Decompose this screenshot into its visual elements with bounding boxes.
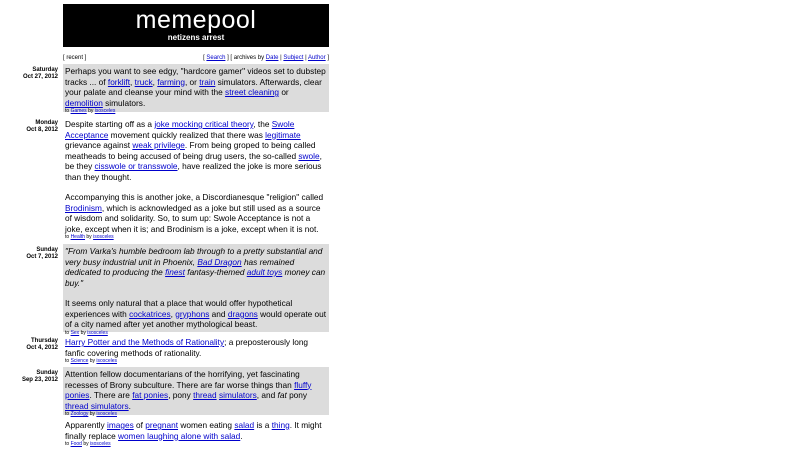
byline-text: to (65, 234, 70, 240)
post-link[interactable]: legitimate (265, 129, 301, 140)
post-link[interactable]: fluffy ponies (65, 379, 312, 400)
post-link[interactable]: thread (193, 390, 217, 400)
post-link[interactable]: gryphons (175, 308, 210, 319)
post-byline (65, 441, 327, 448)
text: would operate out of a city named after yet another mythological beast. (65, 308, 327, 329)
post-body (63, 367, 329, 415)
text: pony (286, 390, 308, 400)
post-link[interactable]: Brodinism (65, 202, 102, 213)
text: of (133, 420, 146, 430)
text: Apparently (65, 420, 107, 430)
post-link[interactable]: women laughing alone with salad (118, 430, 241, 441)
text: simulators. Afterwards, clear your palate and cleanse your mind with the (65, 76, 322, 97)
post-link[interactable]: demolition (65, 97, 103, 108)
text: . It might finally replace (65, 420, 322, 441)
author-link[interactable]: isosceles (94, 108, 116, 114)
post-link[interactable]: train (199, 76, 216, 87)
post-link[interactable]: adult toys (246, 267, 283, 277)
text: . From being groped to being called meatheads to being accused of being drug users, the so-called (65, 140, 316, 161)
post-quote (65, 246, 327, 288)
author-link[interactable]: isosceles (96, 411, 117, 417)
post-date-value: Oct 8, 2012 (26, 127, 58, 133)
text: , be they (65, 150, 322, 171)
byline-text: by (86, 234, 92, 240)
archive-date-link[interactable]: Date (265, 55, 279, 61)
text: , (152, 76, 158, 87)
text: Despite starting off as a (65, 119, 155, 129)
text: It seems only natural that a place that would offer hypothetical experiences with (65, 298, 293, 319)
text: "From Varka's humble bedroom lab through to a pretty substantial and very busy industrial unit in Phoenix, (65, 246, 323, 267)
post-day: Thursday (30, 338, 58, 344)
text: simulators. (102, 97, 146, 108)
subject-link[interactable]: Health (70, 234, 86, 240)
post-day: Sunday (36, 247, 58, 253)
author-link[interactable]: isosceles (90, 441, 111, 447)
post-day: Sunday (36, 370, 58, 376)
text: fantasy-themed (184, 267, 247, 277)
post-link[interactable]: Swole Acceptance (65, 119, 295, 140)
bracket: [ (203, 55, 205, 61)
post-link[interactable]: street cleaning (225, 87, 280, 97)
recent-link[interactable]: [ recent ] (63, 55, 87, 61)
archive-subject-link[interactable]: Subject (283, 55, 304, 61)
post-date (0, 247, 58, 261)
post-date (0, 120, 58, 134)
text: , (130, 76, 135, 87)
post-link[interactable]: finest (165, 267, 185, 277)
nav-bar (63, 53, 329, 63)
bracket: ] (327, 55, 329, 61)
emphasis: fat (277, 390, 287, 400)
author-link[interactable]: isosceles (93, 234, 114, 240)
text: , or (184, 76, 200, 87)
text: ; a preposterously long fanfic covering methods of rationality. (65, 337, 309, 358)
post-body (63, 64, 329, 112)
post-link[interactable]: fat ponies (132, 390, 169, 400)
post-link[interactable]: truck (134, 76, 153, 87)
byline-text: to (65, 108, 70, 114)
post-link[interactable]: cockatrices (129, 308, 171, 319)
byline-text: to (65, 329, 70, 336)
post-link[interactable]: joke mocking critical theory (154, 119, 254, 129)
site-title[interactable]: memepool (135, 6, 257, 34)
post-day: Monday (35, 120, 58, 126)
archive-nav (203, 53, 329, 63)
archives-label: ] [ archives by (227, 55, 265, 61)
subject-link[interactable]: Zoology (70, 411, 89, 417)
subject-link[interactable]: Science (70, 358, 89, 364)
byline-text: to (65, 441, 70, 447)
site-banner[interactable] (63, 4, 329, 47)
byline-text: to (65, 411, 70, 417)
post-link[interactable]: pregnant (145, 420, 179, 430)
text: is a (254, 420, 272, 430)
byline-text: by (83, 441, 89, 447)
text: movement quickly realized that there was (108, 129, 266, 140)
post-text (65, 420, 327, 441)
text: . (240, 430, 243, 441)
text: , (170, 308, 176, 319)
post-link[interactable]: images (106, 420, 134, 430)
text: money can buy." (65, 267, 326, 288)
post-link[interactable]: swole (298, 150, 320, 161)
post-link[interactable]: thing (271, 420, 290, 430)
site-tagline: netizens arrest (167, 33, 225, 42)
text: . There are (89, 390, 133, 400)
separator: | (280, 55, 282, 61)
byline-text: to (65, 358, 70, 364)
post-link[interactable]: Bad Dragon (197, 256, 242, 267)
post-byline (65, 108, 327, 115)
post-text (65, 192, 327, 234)
post-day: Saturday (32, 67, 58, 73)
post-link[interactable]: thread simulators (65, 400, 129, 411)
text: Attention fellow documentarians of the horrifying, yet fascinating recesses of Brony subculture. There are far worse things than (65, 369, 300, 390)
author-link[interactable]: isosceles (87, 329, 108, 336)
post-body (63, 244, 329, 336)
post-link[interactable]: farming (157, 76, 185, 87)
separator: | (305, 55, 307, 61)
post-date (0, 67, 58, 81)
post-date-value: Oct 7, 2012 (26, 254, 58, 260)
post-date-value: Sep 23, 2012 (21, 377, 58, 383)
text: or (279, 87, 289, 97)
text: , which is acknowledged as a joke but still used as a source of wisdom and solidarity. So, to sum up: Swole Acceptance is not a joke, except when it is; and Brodinism is a joke, except when it is not. (65, 202, 321, 234)
post-body (63, 335, 329, 367)
post-link[interactable]: dragons (227, 308, 258, 319)
subject-link[interactable]: Food (70, 441, 82, 447)
post-body (63, 117, 329, 239)
post-text (65, 66, 327, 108)
search-link[interactable]: Search (206, 55, 226, 61)
post-text (65, 369, 327, 411)
post-text (65, 337, 327, 358)
archive-author-link[interactable]: Author (307, 55, 326, 61)
post-link[interactable]: cisswole or transswole (94, 161, 178, 171)
post-text (65, 119, 327, 182)
post-link[interactable]: forklift (107, 76, 131, 87)
byline-text: by (89, 411, 96, 417)
byline-text: by (80, 329, 86, 336)
post-link[interactable]: Harry Potter and the Methods of Rationality (65, 337, 225, 347)
text: Accompanying this is another joke, a Discordianesque "religion" called (65, 192, 324, 202)
post-date (0, 338, 58, 352)
byline-text: by (88, 108, 94, 114)
post-link[interactable]: weak privilege (132, 140, 185, 150)
post-body (63, 418, 329, 452)
post-text (65, 298, 327, 330)
text: grievance against (65, 140, 133, 150)
text: women eating (178, 420, 235, 430)
text: , the (253, 119, 272, 129)
byline-text: by (89, 358, 96, 364)
post-link[interactable]: simulators (218, 390, 257, 400)
post-date (0, 370, 58, 384)
post-byline (65, 411, 327, 418)
post-byline (65, 358, 327, 365)
post-link[interactable]: salad (234, 420, 255, 430)
text: Perhaps you want to see edgy, "hardcore gamer" videos set to dubstep tracks ... of (65, 66, 326, 87)
post-byline (65, 234, 327, 241)
post-date-value: Oct 27, 2012 (22, 74, 58, 80)
text: , pony (168, 390, 194, 400)
text: and (209, 308, 228, 319)
subject-link[interactable]: Games (70, 108, 87, 114)
subject-link[interactable]: Sex (70, 329, 80, 336)
text: , and (256, 390, 278, 400)
text: . (128, 400, 131, 411)
text: , have realized the joke is more serious than they thought. (65, 161, 322, 182)
post-date-value: Oct 4, 2012 (26, 345, 58, 351)
author-link[interactable]: isosceles (96, 358, 117, 364)
text: has remained dedicated to producing the (65, 256, 295, 277)
